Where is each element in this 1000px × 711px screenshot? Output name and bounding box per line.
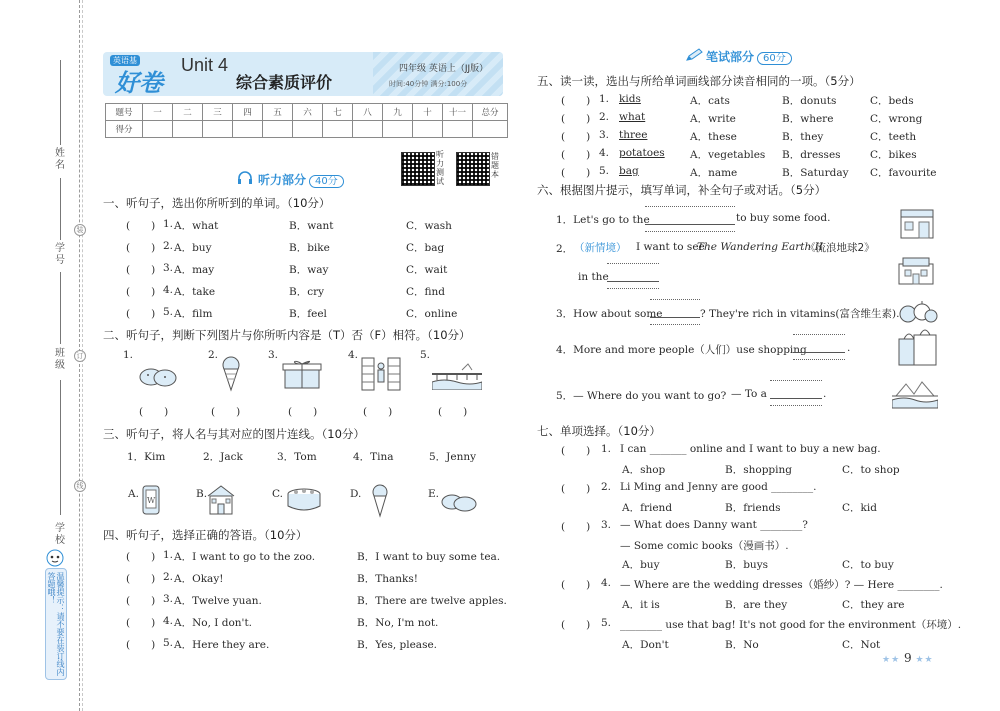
class-field-label: 班级 [55, 348, 65, 371]
q7-question: ________ use that bag! It's not good for the environment（环境）. [620, 619, 962, 631]
binding-hole-1: 装 [74, 224, 86, 236]
q6-line [770, 405, 822, 406]
written-section-title [706, 48, 792, 65]
option-c: C．bikes [870, 149, 917, 161]
listening-score: 40分 [309, 175, 344, 188]
mascot-icon [44, 548, 66, 568]
option-b: B．cry [289, 286, 325, 298]
option-a: A．take [174, 286, 216, 298]
score-cell: 十一 [443, 104, 473, 121]
q3-letter: D. [350, 488, 362, 500]
q1-num: 5. [163, 306, 174, 318]
q6-blank-3[interactable] [650, 317, 700, 318]
q6-s1-post: to buy some food. [736, 212, 831, 224]
option-b: B．where [782, 113, 834, 125]
q2-num: 4. [348, 349, 359, 361]
q6-blank-2[interactable] [607, 281, 659, 282]
q6-film-title-cn: 《流浪地球2》 [805, 242, 875, 254]
score-cell: 九 [383, 104, 413, 121]
binding-hole-3: 线 [74, 480, 86, 492]
score-table-header-row [106, 104, 508, 121]
option-b: B．are they [725, 599, 788, 611]
q5-num: 3. [599, 129, 610, 141]
q5-heading: 五、读一读，选出与所给单词画线部分读音相同的一项。（5分） [537, 74, 861, 88]
grade-label: 四年级 英语上（JJ版） [399, 64, 489, 74]
brand-logo: 好卷 [115, 69, 163, 97]
class-field-line[interactable] [60, 272, 61, 344]
listening-qr-label: 听力测试 [436, 150, 444, 186]
answer-paren[interactable]: ( ) [126, 617, 156, 629]
q5-word: three [619, 129, 648, 141]
score-cell: 六 [293, 104, 323, 121]
name-field-line[interactable] [60, 60, 61, 145]
option-c: C．they are [842, 599, 905, 611]
q2-num: 2. [208, 349, 219, 361]
score-cell: 一 [143, 104, 173, 121]
q7-question: — What does Danny want ________? [620, 519, 808, 531]
score-input-cell[interactable] [443, 121, 473, 138]
answer-paren[interactable]: ( ) [561, 95, 591, 107]
potatoes-picture[interactable] [440, 490, 478, 514]
answer-paren[interactable]: ( ) [126, 595, 156, 607]
reminder-text: 温馨提示：请不要在装订线内答题哦！ [47, 572, 65, 676]
option-b: B．they [782, 131, 824, 143]
answer-paren[interactable]: ( ) [561, 521, 591, 533]
score-cell: 三 [203, 104, 233, 121]
river-bridge-picture [432, 360, 482, 390]
q6-film-title: The Wandering Earth II [697, 241, 823, 253]
student-id-field-line[interactable] [60, 178, 61, 240]
score-cell: 题号 [106, 104, 143, 121]
score-row-label: 得分 [106, 121, 143, 138]
option-a: A．buy [174, 242, 212, 254]
option-b: B．No [725, 639, 759, 651]
time-info: 时间:40分钟 满分:100分 [389, 80, 468, 88]
option-a: A．buy [622, 559, 660, 571]
score-cell: 二 [173, 104, 203, 121]
score-cell: 总分 [473, 104, 508, 121]
q5-word: potatoes [619, 147, 665, 159]
q5-word: what [619, 111, 646, 123]
q7-num: 3. [601, 519, 612, 531]
student-id-field-label: 学号 [55, 243, 65, 266]
q6-line [793, 359, 845, 360]
option-b: B．donuts [782, 95, 837, 107]
q4-heading: 四、听句子，选择正确的答语。（10分） [103, 528, 308, 542]
q4-num: 1. [163, 549, 174, 561]
q6-num-2: 2． [556, 243, 574, 255]
option-b: B．Saturday [782, 167, 849, 179]
q1-num: 3. [163, 262, 174, 274]
option-c: C．to shop [842, 464, 900, 476]
option-c: C．beds [870, 95, 914, 107]
q7-question-line2: — Some comic books（漫画书）. [620, 540, 789, 552]
q6-line [607, 288, 659, 289]
q7-num: 4. [601, 577, 612, 589]
q3-letter: C. [272, 488, 283, 500]
option-a: A．what [174, 220, 219, 232]
listening-qr-code[interactable] [401, 152, 435, 186]
q3-name[interactable]: 4．Tina [353, 451, 394, 463]
q6-line [645, 206, 735, 207]
q6-s3-post: ? They're rich in vitamins(富含维生素). [700, 308, 900, 320]
q7-question: I can _______ online and I want to buy a new bag. [620, 443, 881, 455]
option-c: C．bag [406, 242, 445, 254]
answer-paren[interactable]: ( ) [139, 406, 169, 418]
q5-num: 2. [599, 111, 610, 123]
q7-question: Li Ming and Jenny are good ________. [620, 481, 817, 493]
page-number-value: 9 [903, 651, 912, 665]
option-b: B．buys [725, 559, 769, 571]
score-input-cell[interactable] [473, 121, 508, 138]
score-input-cell[interactable] [413, 121, 443, 138]
option-b: B．I want to buy some tea. [357, 551, 501, 563]
binding-hole-2: 订 [74, 350, 86, 362]
page-title: 综合素质评价 [236, 73, 333, 92]
option-b: B．Yes, please. [357, 639, 438, 651]
score-cell: 十 [413, 104, 443, 121]
fruit-picture [898, 298, 938, 326]
q4-num: 2. [163, 571, 174, 583]
option-b: B．want [289, 220, 334, 232]
q6-s5-mid: — To a [731, 388, 767, 400]
option-b: B．friends [725, 502, 781, 514]
option-a: A．I want to go to the zoo. [174, 551, 316, 563]
q7-num: 5. [601, 617, 612, 629]
option-a: A．these [690, 131, 737, 143]
q7-heading: 七、单项选择。（10分） [537, 424, 661, 438]
q2-num: 5. [420, 349, 431, 361]
potatoes-picture [138, 363, 178, 389]
option-b: B．bike [289, 242, 330, 254]
q5-num: 4. [599, 147, 610, 159]
answer-paren[interactable]: ( ) [126, 264, 156, 276]
q3-name[interactable]: 5．Jenny [429, 451, 477, 463]
listening-title-text: 听力部分 [258, 173, 307, 187]
mistakes-qr-code[interactable] [456, 152, 490, 186]
q1-num: 1. [163, 218, 174, 230]
option-a: A．friend [622, 502, 673, 514]
ice-cream-picture[interactable] [369, 484, 391, 518]
option-c: C．wash [406, 220, 452, 232]
option-a: A．write [690, 113, 736, 125]
q6-blank-4[interactable] [793, 352, 845, 353]
option-b: B．There are twelve apples. [357, 595, 507, 607]
answer-paren[interactable]: ( ) [561, 483, 591, 495]
q2-heading: 二、听句子，判断下列图片与你所听内容是（T）否（F）相符。（10分） [103, 328, 471, 342]
q6-s2-pre: I want to see [636, 241, 705, 253]
cinema-picture [897, 256, 935, 286]
q6-new-context-tag: （新情境） [574, 242, 627, 254]
option-a: A．No, I don't. [174, 617, 253, 629]
q1-num: 2. [163, 240, 174, 252]
score-input-cell[interactable] [383, 121, 413, 138]
reminder-box [45, 568, 67, 680]
supermarket-picture [899, 206, 935, 240]
q6-line [607, 263, 659, 264]
q3-name[interactable]: 1．Kim [127, 451, 166, 463]
score-input-cell[interactable] [233, 121, 263, 138]
answer-paren[interactable]: ( ) [561, 579, 591, 591]
q7-num: 1. [601, 443, 612, 455]
option-a: A．Here they are. [174, 639, 270, 651]
score-cell: 五 [263, 104, 293, 121]
q3-letter: E. [428, 488, 440, 500]
q4-num: 5. [163, 637, 174, 649]
q5-num: 1. [599, 93, 610, 105]
option-b: B．feel [289, 308, 327, 320]
q6-line [645, 231, 735, 232]
option-c: C．kid [842, 502, 877, 514]
option-a: A．Twelve yuan. [174, 595, 262, 607]
option-a: A．name [690, 167, 738, 179]
option-c: C．online [406, 308, 458, 320]
svg-text:W: W [147, 496, 156, 505]
option-a: A．may [174, 264, 215, 276]
binding-margin [0, 0, 95, 711]
option-b: B．dresses [782, 149, 841, 161]
option-c: C．Not [842, 639, 881, 651]
bookshelf-picture [361, 356, 401, 392]
q2-num: 1. [123, 349, 134, 361]
q6-line [770, 380, 822, 381]
answer-paren[interactable]: ( ) [288, 406, 318, 418]
house-picture[interactable] [206, 484, 236, 516]
q6-line [650, 299, 700, 300]
q6-s2-in: in the [578, 271, 609, 283]
option-c: C．to buy [842, 559, 894, 571]
score-cell: 八 [353, 104, 383, 121]
star-decoration: ★★ [915, 655, 934, 665]
answer-paren[interactable]: ( ) [438, 406, 468, 418]
option-b: B．No, I'm not. [357, 617, 439, 629]
name-field-label: 姓名 [55, 148, 65, 171]
answer-paren[interactable]: ( ) [126, 639, 156, 651]
star-decoration: ★★ [882, 655, 901, 665]
q6-heading: 六、根据图片提示，填写单词，补全句子或对话。（5分） [537, 183, 827, 197]
score-cell: 七 [323, 104, 353, 121]
answer-paren[interactable]: ( ) [126, 551, 156, 563]
written-score: 60分 [757, 52, 792, 65]
q6-blank-1[interactable] [645, 224, 735, 225]
pencil-icon [685, 48, 703, 62]
score-input-cell[interactable] [353, 121, 383, 138]
option-a: A．vegetables [690, 149, 766, 161]
score-input-cell[interactable] [293, 121, 323, 138]
q7-num: 2. [601, 481, 612, 493]
answer-paren[interactable]: ( ) [126, 242, 156, 254]
q6-s5-pre: 5．— Where do you want to go? [556, 390, 727, 402]
option-a: A．cats [690, 95, 730, 107]
q6-line [650, 324, 700, 325]
score-table-score-row [106, 121, 508, 138]
shopping-bags-picture [896, 327, 940, 367]
option-a: A．Don't [622, 639, 669, 651]
score-cell: 四 [233, 104, 263, 121]
option-a: A．Okay! [174, 573, 224, 585]
q3-letter: B. [196, 488, 208, 500]
q6-s3-pre: 3．How about some [556, 308, 663, 320]
q4-num: 4. [163, 615, 174, 627]
answer-paren[interactable]: ( ) [561, 167, 591, 179]
q1-heading: 一、听句子，选出你所听到的单词。（10分） [103, 196, 331, 210]
q3-letter: A. [128, 488, 139, 500]
answer-paren[interactable]: ( ) [126, 286, 156, 298]
phone-picture[interactable] [141, 484, 161, 516]
q6-line [793, 334, 845, 335]
score-input-cell[interactable] [263, 121, 293, 138]
option-a: A．shop [622, 464, 666, 476]
q6-s4-pre: 4．More and more people（人们）use shopping [556, 344, 807, 356]
option-c: C．wrong [870, 113, 923, 125]
score-table [105, 103, 508, 138]
q6-s4-period: . [847, 342, 851, 354]
answer-paren[interactable]: ( ) [126, 308, 156, 320]
q6-s1-pre: 1．Let's go to the [556, 214, 650, 226]
option-b: B．way [289, 264, 329, 276]
answer-paren[interactable]: ( ) [126, 220, 156, 232]
gift-box-picture [282, 358, 322, 390]
score-input-cell[interactable] [143, 121, 173, 138]
ice-cream-picture [220, 356, 242, 392]
headphones-icon [237, 171, 253, 185]
q3-name[interactable]: 2．Jack [203, 451, 243, 463]
q6-s5-period: . [823, 388, 827, 400]
q3-name[interactable]: 3．Tom [277, 451, 317, 463]
answer-paren[interactable]: ( ) [561, 149, 591, 161]
option-b: B．shopping [725, 464, 792, 476]
option-a: A．it is [622, 599, 660, 611]
option-c: C．find [406, 286, 446, 298]
q5-word: kids [619, 93, 641, 105]
option-c: C．favourite [870, 167, 937, 179]
answer-paren[interactable]: ( ) [211, 406, 241, 418]
mistakes-qr-label: 错题本 [491, 152, 499, 179]
q5-word: bag [619, 165, 639, 177]
score-input-cell[interactable] [203, 121, 233, 138]
q3-heading: 三、听句子，将人名与其对应的图片连线。（10分） [103, 427, 365, 441]
river-picture [892, 376, 938, 410]
option-c: C．wait [406, 264, 448, 276]
written-title-text: 笔试部分 [706, 50, 755, 64]
answer-paren[interactable]: ( ) [126, 573, 156, 585]
score-input-cell[interactable] [323, 121, 353, 138]
q2-num: 3. [268, 349, 279, 361]
page-number [882, 651, 934, 665]
option-c: C．teeth [870, 131, 917, 143]
answer-paren[interactable]: ( ) [561, 113, 591, 125]
answer-paren[interactable]: ( ) [561, 131, 591, 143]
answer-paren[interactable]: ( ) [561, 445, 591, 457]
listening-section-title [258, 171, 344, 188]
cake-picture[interactable] [284, 486, 324, 514]
answer-paren[interactable]: ( ) [561, 619, 591, 631]
school-field-label: 学校 [55, 523, 65, 546]
q5-num: 5. [599, 165, 610, 177]
brand-tag: 英语基 [110, 55, 140, 66]
q7-question: — Where are the wedding dresses（婚纱）? — Here ________. [620, 579, 943, 591]
q4-num: 3. [163, 593, 174, 605]
option-a: A．film [174, 308, 213, 320]
unit-label: Unit 4 [181, 55, 229, 75]
q6-blank-5[interactable] [770, 398, 822, 399]
school-field-line[interactable] [60, 380, 61, 515]
option-b: B．Thanks! [357, 573, 418, 585]
q1-num: 4. [163, 284, 174, 296]
answer-paren[interactable]: ( ) [363, 406, 393, 418]
score-input-cell[interactable] [173, 121, 203, 138]
